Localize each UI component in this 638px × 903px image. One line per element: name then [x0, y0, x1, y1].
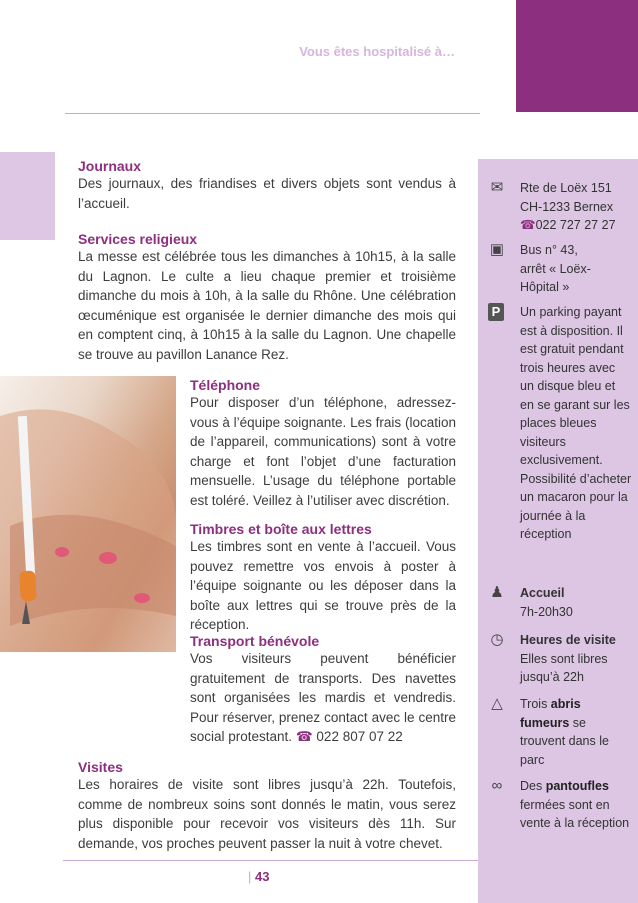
- section-text: Les horaires de visite sont libres jusqu’à 22h. Toutefois, comme de nombreux soins sont donnés le matin, vous serez plus disponible pour recevoir vos visiteurs dès 11h. Sur demande, vos proches peuvent passer la nuit à votre chevet.: [78, 777, 456, 851]
- page-number: | 43: [248, 869, 270, 884]
- section-text: [190, 649, 456, 747]
- envelope-icon: ✉: [490, 179, 504, 196]
- fumeurs-post: se trouvent dans le parc: [520, 715, 609, 767]
- fumeurs-pre: Trois: [520, 697, 551, 711]
- section-text: Des journaux, des friandises et divers objets sont vendus à l’accueil.: [78, 176, 456, 211]
- accueil-hours: 7h-20h30: [520, 604, 573, 619]
- transport-phone: 022 807 07 22: [316, 729, 403, 744]
- section-title: Timbres et boîte aux lettres: [190, 521, 372, 537]
- section-services-religieux: [78, 231, 456, 364]
- transport-text: Vos visiteurs peuvent bénéficier gratuitement de transports. Des navettes sont organisées les mardis et vendredis. Pour réserver, prenez contact avec le centre social protestant.: [190, 651, 456, 744]
- section-transport: [190, 633, 456, 747]
- triangle-icon: △: [491, 695, 503, 712]
- section-text: Les timbres sont en vente à l’accueil. Vous pouvez remettre vos envois à poster à l’équipe soignante ou les déposer dans la boîte aux lettres qui se trouve près de la réception.: [190, 539, 456, 632]
- left-accent-strip: [0, 152, 55, 240]
- page-header-title: Vous êtes hospitalisé à…: [299, 44, 455, 59]
- parking-icon: P: [488, 303, 504, 321]
- corner-accent-block: [516, 0, 638, 112]
- clock-icon: ◷: [490, 631, 504, 648]
- bus-line2: arrêt « Loëx-: [520, 261, 591, 276]
- address-line2: CH-1233 Bernex: [520, 199, 614, 214]
- section-title: Services religieux: [78, 231, 198, 247]
- address-line1: Rte de Loëx 151: [520, 181, 612, 195]
- bus-icon: ▣: [489, 241, 505, 258]
- section-text: La messe est célébrée tous les dimanches à 10h15, à la salle du Lagnon. Le culte a lieu chaque premier et troisième dimanche du mois à 10h, à la salle du Rhône. Une célébration œcuménique est organisée le dernier dimanche des mois qui en comptent cinq, à 10h15 à la salle du Lagnon. Une chapelle se trouve au pavillon Lanance Rez.: [78, 249, 456, 362]
- accueil-title: Accueil: [520, 586, 565, 600]
- photo-hands-pen: [0, 376, 176, 652]
- address-phone: 022 727 27 27: [535, 218, 616, 232]
- reception-icon: ♟: [490, 584, 504, 601]
- fumeurs-bold: abris fumeurs: [520, 697, 581, 730]
- photo-illustration: [0, 376, 176, 652]
- section-title: Transport bénévole: [190, 633, 320, 649]
- pantoufles-post: fermées sont en vente à la réception: [520, 797, 630, 830]
- heures-text: Elles sont libres jusqu’à 22h: [520, 651, 608, 684]
- heures-title: Heures de visite: [520, 633, 616, 647]
- pantoufles-pre: Des: [520, 779, 546, 793]
- slippers-icon: ∞: [491, 777, 503, 794]
- section-title: Journaux: [78, 158, 142, 174]
- bus-line1: Bus n° 43,: [520, 243, 578, 257]
- page-number-value: 43: [255, 869, 270, 884]
- phone-icon: ☎: [520, 218, 536, 232]
- footer-divider: [63, 860, 478, 861]
- info-sidebar: [478, 159, 638, 903]
- section-journaux: [78, 158, 456, 213]
- section-title: Visites: [78, 759, 123, 775]
- section-visites: [78, 759, 456, 853]
- phone-icon: ☎: [295, 729, 313, 744]
- section-text: Pour disposer d’un téléphone, adressez-vous à l’équipe soignante. Les frais (location de l’appareil, communications) sont à votre charge et font l’objet d’une facturation mensuelle. L’usage du téléphone portable est toléré. Veillez à l’utiliser avec discrétion.: [190, 395, 456, 508]
- header-divider: [65, 113, 480, 114]
- section-telephone: [190, 377, 456, 510]
- bus-line3: Hôpital »: [520, 280, 570, 294]
- pantoufles-bold: pantoufles: [545, 779, 609, 793]
- section-timbres: [190, 521, 456, 635]
- section-title: Téléphone: [190, 377, 261, 393]
- parking-text: Un parking payant est à disposition. Il est gratuit pendant trois heures avec un disque bleu et en se garant sur les places bleues visiteurs exclusivement. Possibilité d’acheter un macaron pour la journée à la réception: [520, 305, 632, 541]
